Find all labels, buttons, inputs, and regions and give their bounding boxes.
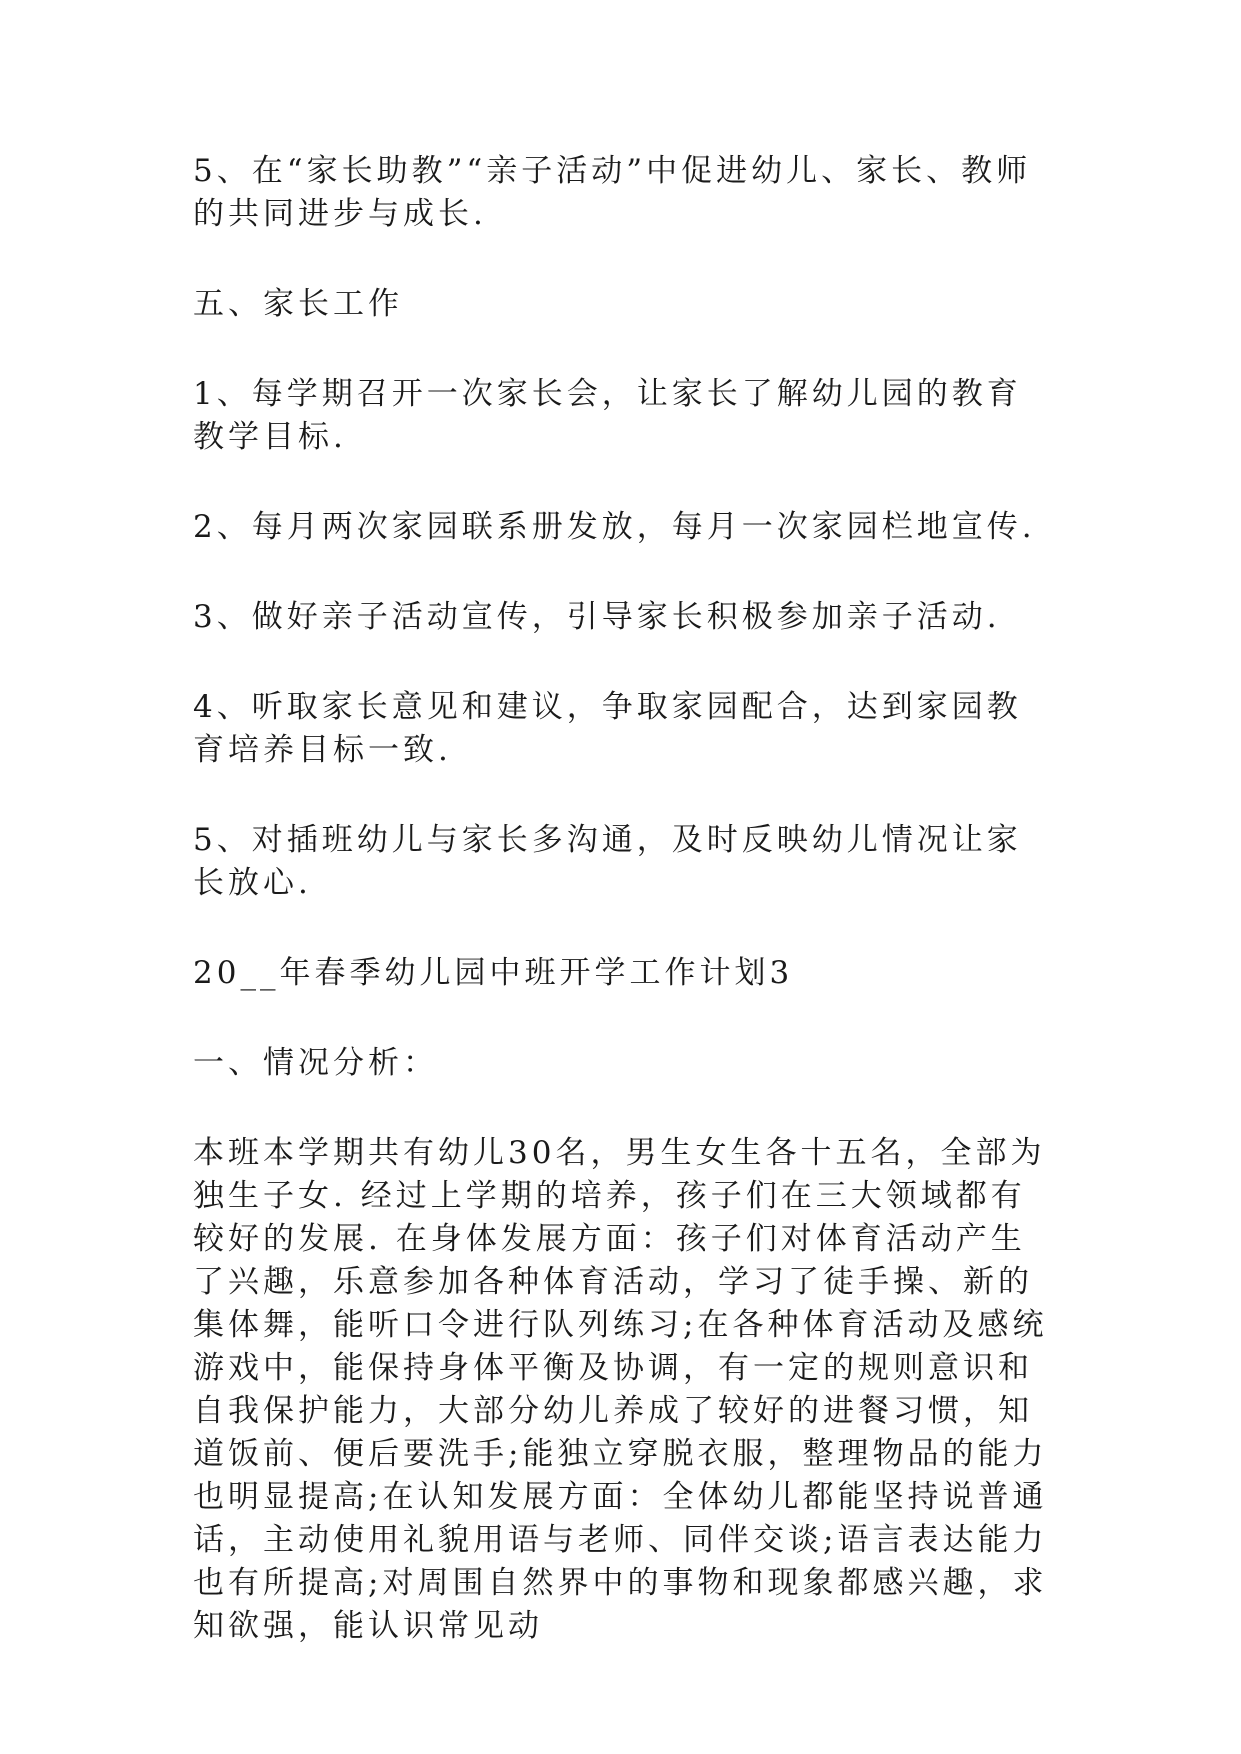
paragraph-item-2-contact-book: 2、每月两次家园联系册发放，每月一次家园栏地宣传. bbox=[193, 509, 1036, 545]
paragraph-item-1-parent-meeting: 1、每学期召开一次家长会，让家长了解幼儿园的教育教学目标. bbox=[193, 376, 1022, 455]
section-heading-situation-analysis: 一、情况分析： bbox=[193, 1045, 438, 1081]
paragraph-item-3-family-activity: 3、做好亲子活动宣传，引导家长积极参加亲子活动. bbox=[193, 599, 1001, 635]
paragraph-item-5-new-students: 5、对插班幼儿与家长多沟通，及时反映幼儿情况让家长放心. bbox=[193, 822, 1022, 901]
paragraph-class-overview: 本班本学期共有幼儿30名，男生女生各十五名，全部为独生子女. 经过上学期的培养，孩子们在三大领域都有较好的发展. 在身体发展方面：孩子们对体育活动产生了兴趣，乐意参加各种体育活动，学习了徒手操、新的集体舞，能听口令进行队列练习;在各种体育活动及感统游戏中，能保持身体平衡及协调，有一定的规则意识和自我保护能力，大部分幼儿养成了较好的进餐习惯，知道饭前、便后要洗手;能独立穿脱衣服，整理物品的能力也明显提高;在认知发展方面：全体幼儿都能坚持说普通话，主动使用礼貌用语与老师、同伴交谈;语言表达能力也有所提高;对周围自然界中的事物和现象都感兴趣，求知欲强，能认识常见动 bbox=[193, 1135, 1048, 1644]
plan-title: 20__年春季幼儿园中班开学工作计划3 bbox=[193, 955, 794, 991]
document-page bbox=[193, 150, 1055, 1648]
paragraph-item-5-parent-assist: 5、在“家长助教”“亲子活动”中促进幼儿、家长、教师的共同进步与成长. bbox=[193, 153, 1032, 232]
section-heading-parent-work: 五、家长工作 bbox=[193, 286, 403, 322]
paragraph-item-4-parent-opinions: 4、听取家长意见和建议，争取家园配合，达到家园教育培养目标一致. bbox=[193, 689, 1022, 768]
